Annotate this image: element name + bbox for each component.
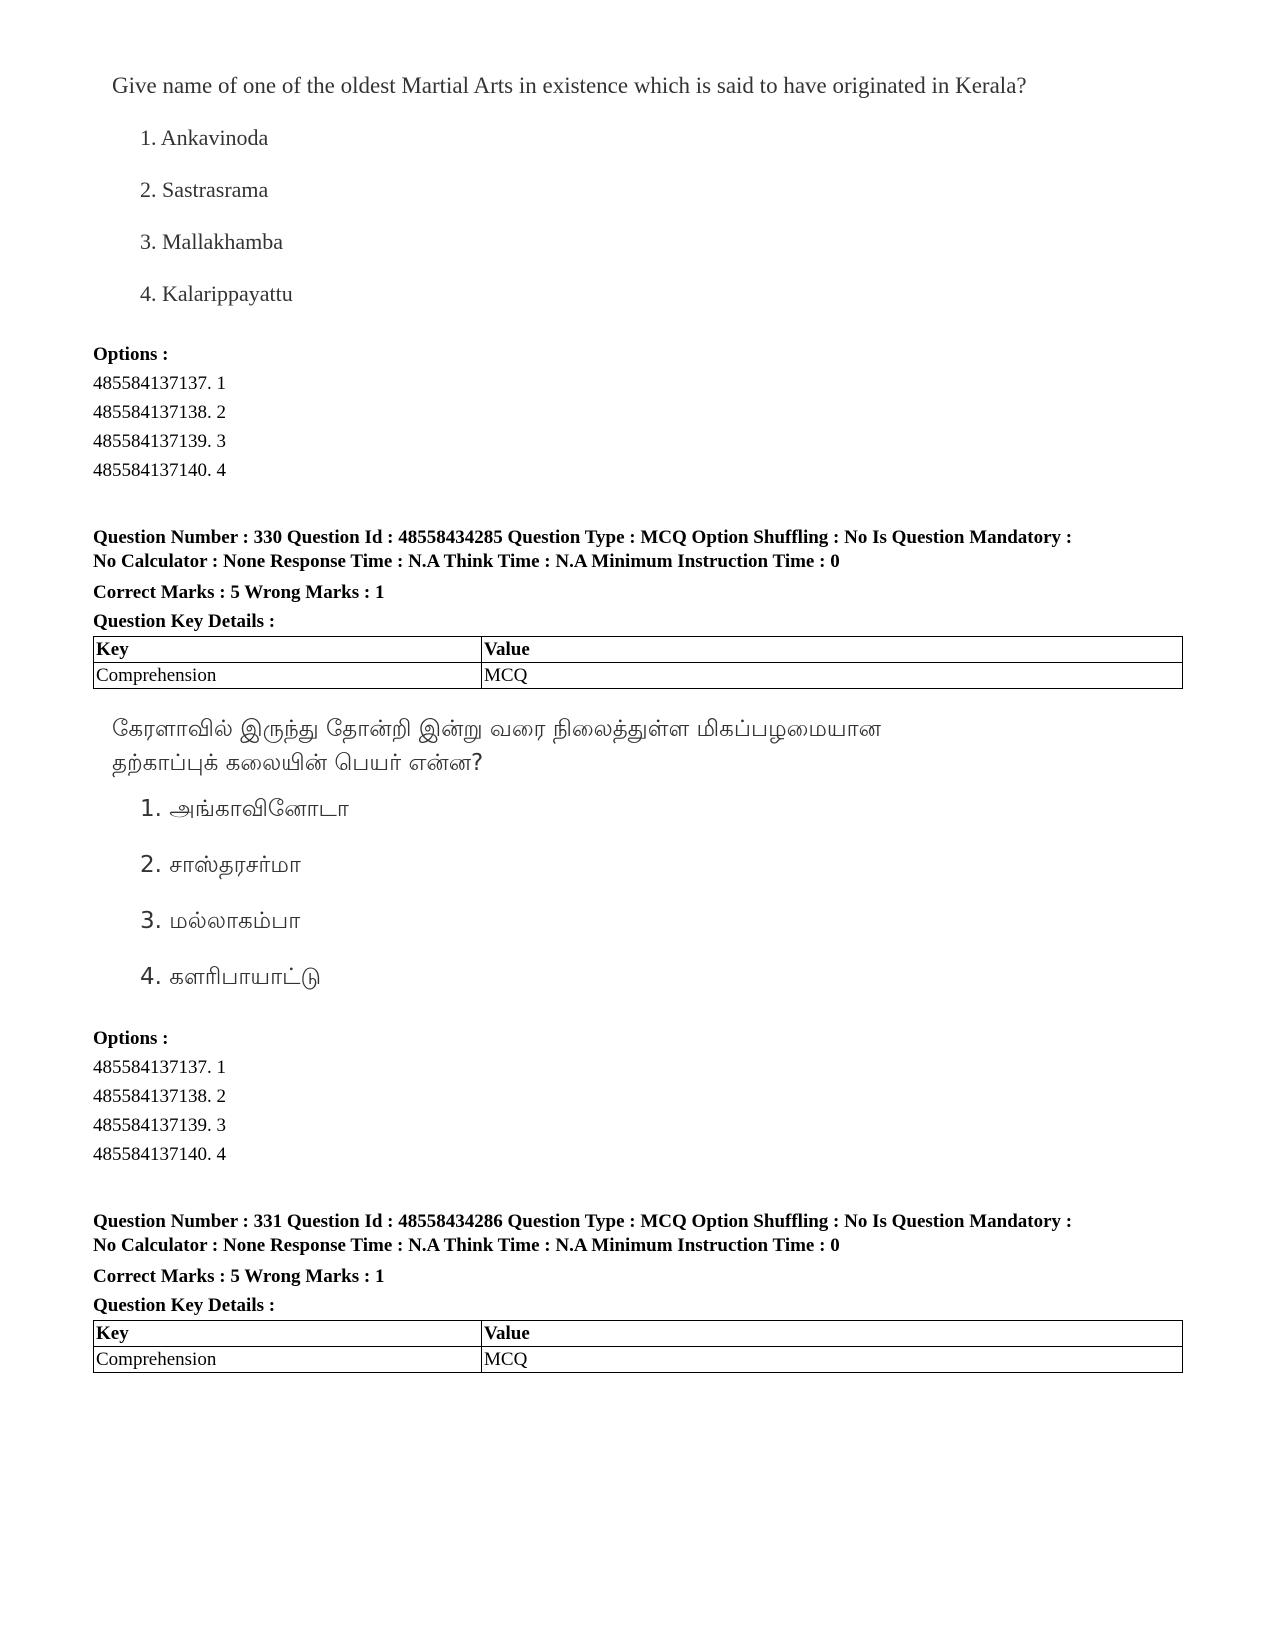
table-cell: Comprehension [94,1347,482,1373]
table-cell: MCQ [482,663,1183,689]
table-cell: Comprehension [94,663,482,689]
question-image-tamil [112,712,1212,1002]
table-header-cell: Key [94,637,482,663]
options-list [93,1024,226,1169]
table-header-row [94,1321,1183,1347]
option-item: 485584137139. 3 [93,1115,226,1136]
question-meta-line: No Calculator : None Response Time : N.A Think Time : N.A Minimum Instruction Time : 0 [93,551,840,572]
table-header-cell: Value [482,1321,1183,1347]
question-meta [93,1210,1183,1320]
choice-item: 2. சாஸ்தரசர்மா [140,852,301,878]
choice-item: 1. Ankavinoda [140,125,269,150]
question-stem [112,712,1112,780]
table-cell: MCQ [482,1347,1183,1373]
option-item: 485584137140. 4 [93,460,226,481]
marks-line: Correct Marks : 5 Wrong Marks : 1 [93,1266,385,1287]
question-image-english [112,70,1212,320]
question-stem-line: கேரளாவில் இருந்து தோன்றி இன்று வரை நிலைத்துள்ள மிகப்பழமையான [112,716,881,742]
choice-item: 2. Sastrasrama [140,177,269,202]
options-title: Options : [93,1028,169,1049]
choice-item: 4. களரிபாயாட்டு [140,964,321,990]
option-item: 485584137137. 1 [93,373,226,394]
key-details-table [93,1320,1183,1373]
table-header-cell: Key [94,1321,482,1347]
marks-line: Correct Marks : 5 Wrong Marks : 1 [93,582,385,603]
table-header-row [94,637,1183,663]
option-item: 485584137137. 1 [93,1057,226,1078]
option-item: 485584137138. 2 [93,1086,226,1107]
key-details-table [93,636,1183,689]
question-meta-line: No Calculator : None Response Time : N.A Think Time : N.A Minimum Instruction Time : 0 [93,1235,840,1256]
key-details-heading: Question Key Details : [93,611,276,632]
key-details-heading: Question Key Details : [93,1295,276,1316]
options-title: Options : [93,344,169,365]
question-stem: Give name of one of the oldest Martial Arts in existence which is said to have originated in Kerala? [112,73,1027,98]
question-meta-line: Question Number : 330 Question Id : 48558434285 Question Type : MCQ Option Shuffling : No Is Question Mandatory : [93,527,1073,548]
choice-item: 3. Mallakhamba [140,229,283,254]
choice-item: 1. அங்காவினோடா [140,796,349,822]
table-header-cell: Value [482,637,1183,663]
option-item: 485584137140. 4 [93,1144,226,1165]
option-item: 485584137139. 3 [93,431,226,452]
question-meta-line: Question Number : 331 Question Id : 48558434286 Question Type : MCQ Option Shuffling : No Is Question Mandatory : [93,1211,1073,1232]
option-item: 485584137138. 2 [93,402,226,423]
table-row [94,663,1183,689]
options-list [93,340,226,485]
question-meta [93,526,1183,636]
question-stem-line: தற்காப்புக் கலையின் பெயர் என்ன? [112,750,484,776]
choice-item: 4. Kalarippayattu [140,281,293,306]
table-row [94,1347,1183,1373]
choice-item: 3. மல்லாகம்பா [140,908,301,934]
